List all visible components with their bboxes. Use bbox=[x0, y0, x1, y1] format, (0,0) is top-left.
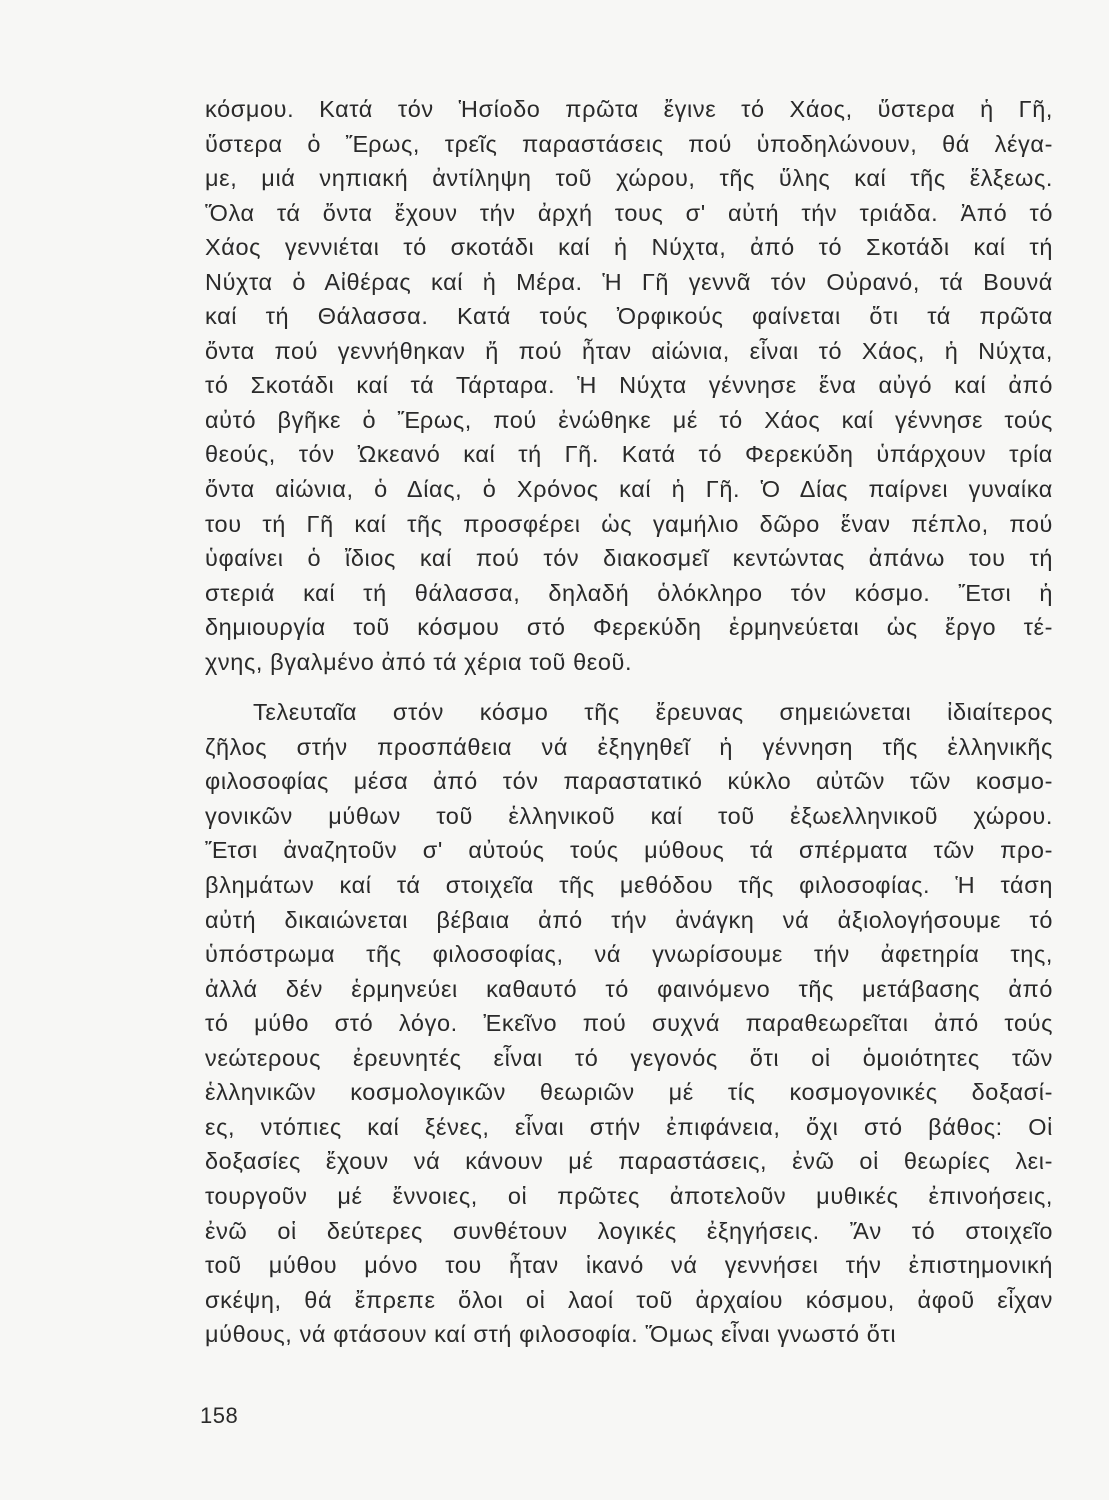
text-line: καί τή Θάλασσα. Κατά τούς Ὀρφικούς φαίνεται ὅτι τά πρῶτα bbox=[205, 303, 1053, 330]
text-line: τουργοῦν μέ ἔννοιες, οἱ πρῶτες ἀποτελοῦν μυθικές ἐπινοήσεις, bbox=[205, 1182, 1053, 1209]
text-line: δοξασίες ἔχουν νά κάνουν μέ παραστάσεις, ἐνῶ οἱ θεωρίες λει- bbox=[205, 1148, 1053, 1175]
text-line: ὕστερα ὁ Ἔρως, τρεῖς παραστάσεις πού ὑποδηλώνουν, θά λέγα- bbox=[205, 130, 1053, 157]
text-line: μύθους, νά φτάσουν καί στή φιλοσοφία. Ὅμως εἶναι γνωστό ὅτι bbox=[205, 1321, 897, 1348]
text-line: τό μύθο στό λόγο. Ἐκεῖνο πού συχνά παραθεωρεῖται ἀπό τούς bbox=[205, 1010, 1053, 1037]
text-line: ὑφαίνει ὁ ἴδιος καί πού τόν διακοσμεῖ κεντώντας ἀπάνω του τή bbox=[205, 545, 1053, 572]
text-line: τό Σκοτάδι καί τά Τάρταρα. Ἡ Νύχτα γέννησε ἕνα αὐγό καί ἀπό bbox=[205, 372, 1053, 399]
text-line: χνης, βγαλμένο ἀπό τά χέρια τοῦ θεοῦ. bbox=[205, 648, 633, 675]
text-line: βλημάτων καί τά στοιχεῖα τῆς μεθόδου τῆς φιλοσοφίας. Ἡ τάση bbox=[205, 872, 1053, 899]
text-line: ἐνῶ οἱ δεύτερες συνθέτουν λογικές ἐξηγήσεις. Ἄν τό στοιχεῖο bbox=[205, 1217, 1053, 1244]
text-line: αὐτή δικαιώνεται βέβαια ἀπό τήν ἀνάγκη νά ἀξιολογήσουμε τό bbox=[205, 906, 1053, 933]
text-line: Ἔτσι ἀναζητοῦν σ' αὐτούς τούς μύθους τά σπέρματα τῶν προ- bbox=[205, 837, 1053, 864]
page-number: 158 bbox=[200, 1403, 239, 1428]
text-line: τοῦ μύθου μόνο του ἦταν ἱκανό νά γεννήσει τήν ἐπιστημονική bbox=[205, 1252, 1053, 1279]
text-line: ὑπόστρωμα τῆς φιλοσοφίας, νά γνωρίσουμε τήν ἀφετηρία της, bbox=[205, 941, 1053, 968]
text-line: ες, ντόπιες καί ξένες, εἶναι στήν ἐπιφάνεια, ὄχι στό βάθος: Οἱ bbox=[205, 1113, 1053, 1140]
paragraph-2 bbox=[205, 695, 1053, 1351]
text-line: ὄντα αἰώνια, ὁ Δίας, ὁ Χρόνος καί ἡ Γῆ. Ὁ Δίας παίρνει γυναίκα bbox=[205, 476, 1053, 503]
text-line: Χάος γεννιέται τό σκοτάδι καί ἡ Νύχτα, ἀπό τό Σκοτάδι καί τή bbox=[205, 234, 1053, 261]
text-line: στεριά καί τή θάλασσα, δηλαδή ὁλόκληρο τόν κόσμο. Ἔτσι ἡ bbox=[205, 579, 1053, 606]
text-line: του τή Γῆ καί τῆς προσφέρει ὡς γαμήλιο δῶρο ἕναν πέπλο, πού bbox=[205, 510, 1053, 537]
text-line: ὄντα πού γεννήθηκαν ἤ πού ἦταν αἰώνια, εἶναι τό Χάος, ἡ Νύχτα, bbox=[205, 337, 1053, 364]
text-line: γονικῶν μύθων τοῦ ἑλληνικοῦ καί τοῦ ἐξωελληνικοῦ χώρου. bbox=[205, 802, 1053, 829]
text-line: δημιουργία τοῦ κόσμου στό Φερεκύδη ἑρμηνεύεται ὡς ἔργο τέ- bbox=[205, 614, 1053, 641]
paragraph-1 bbox=[205, 92, 1053, 679]
text-line: θεούς, τόν Ὠκεανό καί τή Γῆ. Κατά τό Φερεκύδη ὑπάρχουν τρία bbox=[205, 441, 1053, 468]
text-line: με, μιά νηπιακή ἀντίληψη τοῦ χώρου, τῆς ὕλης καί τῆς ἕλξεως. bbox=[205, 165, 1053, 192]
body-text bbox=[205, 92, 1053, 1352]
text-line: ἀλλά δέν ἑρμηνεύει καθαυτό τό φαινόμενο τῆς μετάβασης ἀπό bbox=[205, 975, 1053, 1002]
text-line: σκέψη, θά ἔπρεπε ὅλοι οἱ λαοί τοῦ ἀρχαίου κόσμου, ἀφοῦ εἶχαν bbox=[205, 1286, 1053, 1313]
text-line: Τελευταῖα στόν κόσμο τῆς ἔρευνας σημειώνεται ἰδιαίτερος bbox=[253, 699, 1053, 726]
text-line: αὐτό βγῆκε ὁ Ἔρως, πού ἐνώθηκε μέ τό Χάος καί γέννησε τούς bbox=[205, 406, 1053, 433]
text-line: Νύχτα ὁ Αἰθέρας καί ἡ Μέρα. Ἡ Γῆ γεννᾶ τόν Οὐρανό, τά Βουνά bbox=[205, 268, 1053, 295]
text-line: ζῆλος στήν προσπάθεια νά ἐξηγηθεῖ ἡ γέννηση τῆς ἑλληνικῆς bbox=[205, 733, 1053, 760]
text-line: νεώτερους ἐρευνητές εἶναι τό γεγονός ὅτι οἱ ὁμοιότητες τῶν bbox=[205, 1044, 1053, 1071]
text-line: ἑλληνικῶν κοσμολογικῶν θεωριῶν μέ τίς κοσμογονικές δοξασί- bbox=[205, 1079, 1053, 1106]
text-line: Ὅλα τά ὄντα ἔχουν τήν ἀρχή τους σ' αὐτή τήν τριάδα. Ἀπό τό bbox=[205, 199, 1053, 226]
text-line: κόσμου. Κατά τόν Ἡσίοδο πρῶτα ἔγινε τό Χάος, ὕστερα ἡ Γῆ, bbox=[205, 96, 1053, 122]
text-line: φιλοσοφίας μέσα ἀπό τόν παραστατικό κύκλο αὐτῶν τῶν κοσμο- bbox=[205, 768, 1053, 795]
